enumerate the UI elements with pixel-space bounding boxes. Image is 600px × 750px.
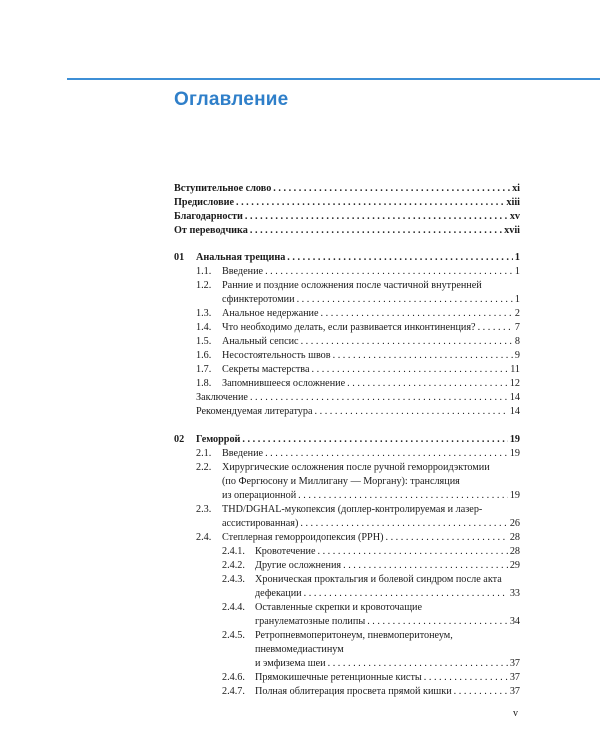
toc-entry[interactable]: дефекации . . . 33 xyxy=(255,587,520,601)
toc-entry[interactable]: гранулематозные полипы . . . 34 xyxy=(255,615,520,629)
toc-entry-translator-note[interactable]: От переводчика . . . xvii xyxy=(174,224,520,238)
toc-entry-foreword[interactable]: Вступительное слово . . . xi xyxy=(174,182,520,196)
toc-entry-line: Оставленные скрепки и кровоточащие xyxy=(255,602,423,613)
subsection-number: 2.4.5. xyxy=(222,630,245,641)
toc-entry[interactable]: ассистированная) . . . 26 xyxy=(222,517,520,531)
toc-entry[interactable]: Другие осложнения . . . 29 xyxy=(255,559,520,573)
section-number: 2.3. xyxy=(196,504,212,515)
toc-chapter-02[interactable]: Геморрой . . . 19 xyxy=(196,433,520,447)
toc-entry[interactable]: Несостоятельность швов . . . 9 xyxy=(222,349,520,363)
subsection-number: 2.4.4. xyxy=(222,602,245,613)
toc-chapter-01[interactable]: Анальная трещина . . . 1 xyxy=(196,251,520,265)
section-number: 1.7. xyxy=(196,364,212,375)
toc-entry-conclusion[interactable]: Заключение . . . 14 xyxy=(196,391,520,405)
subsection-number: 2.4.1. xyxy=(222,546,245,557)
toc-entry[interactable]: Что необходимо делать, если развивается инконтиненция? . . . 7 xyxy=(222,321,520,335)
subsection-number: 2.4.7. xyxy=(222,686,245,697)
toc-entry-line: пневмомедиастинум xyxy=(255,644,344,655)
toc-entry[interactable]: Секреты мастерства . . . 11 xyxy=(222,363,520,377)
toc-entry-line: Хирургические осложнения после ручной геморроидэктомии xyxy=(222,462,490,473)
toc-entry[interactable]: Анальное недержание . . . 2 xyxy=(222,307,520,321)
toc-entry-line: Ретропневмоперитонеум, пневмоперитонеум, xyxy=(255,630,453,641)
toc-entry[interactable]: Введение . . . 1 xyxy=(222,265,520,279)
section-number: 1.5. xyxy=(196,336,212,347)
subsection-number: 2.4.6. xyxy=(222,672,245,683)
section-number: 2.4. xyxy=(196,532,212,543)
section-number: 1.2. xyxy=(196,280,212,291)
section-number: 2.1. xyxy=(196,448,212,459)
toc-entry-literature[interactable]: Рекомендуемая литература . . . 14 xyxy=(196,405,520,419)
section-number: 2.2. xyxy=(196,462,212,473)
toc-entry[interactable]: Анальный сепсис . . . 8 xyxy=(222,335,520,349)
toc-entry-preface[interactable]: Предисловие . . . xiii xyxy=(174,196,520,210)
toc-entry[interactable]: Степлерная геморроидопексия (PPH) . . . 28 xyxy=(222,531,520,545)
section-number: 1.8. xyxy=(196,378,212,389)
section-number: 1.3. xyxy=(196,308,212,319)
page-number: v xyxy=(513,708,518,719)
toc-entry[interactable]: Введение . . . 19 xyxy=(222,447,520,461)
subsection-number: 2.4.3. xyxy=(222,574,245,585)
section-number: 1.4. xyxy=(196,322,212,333)
toc-entry-line: THD/DGHAL-мукопексия (доплер-контролируемая и лазер- xyxy=(222,504,483,515)
toc-entry[interactable]: и эмфизема шеи . . . 37 xyxy=(255,657,520,671)
toc-entry[interactable]: Запомнившееся осложнение . . . 12 xyxy=(222,377,520,391)
toc-entry[interactable]: сфинктеротомии . . . 1 xyxy=(222,293,520,307)
header-rule xyxy=(67,78,600,80)
toc-entry[interactable]: Полная облитерация просвета прямой кишки . . . 37 xyxy=(255,685,520,699)
toc-entry-line: (по Фергюсону и Миллигану — Моргану): трансляция xyxy=(222,476,460,487)
toc-entry-line: Ранние и поздние осложнения после частичной внутренней xyxy=(222,280,482,291)
toc-entry-acknowledgements[interactable]: Благодарности . . . xv xyxy=(174,210,520,224)
chapter-number: 02 xyxy=(174,434,185,445)
toc-entry[interactable]: Кровотечение . . . 28 xyxy=(255,545,520,559)
toc-entry-line: Хроническая проктальгия и болевой синдром после акта xyxy=(255,574,502,585)
toc-entry[interactable]: Прямокишечные ретенционные кисты . . . 37 xyxy=(255,671,520,685)
section-number: 1.1. xyxy=(196,266,212,277)
page-title: Оглавление xyxy=(174,89,289,110)
toc-entry[interactable]: из операционной . . . 19 xyxy=(222,489,520,503)
subsection-number: 2.4.2. xyxy=(222,560,245,571)
section-number: 1.6. xyxy=(196,350,212,361)
chapter-number: 01 xyxy=(174,252,185,263)
